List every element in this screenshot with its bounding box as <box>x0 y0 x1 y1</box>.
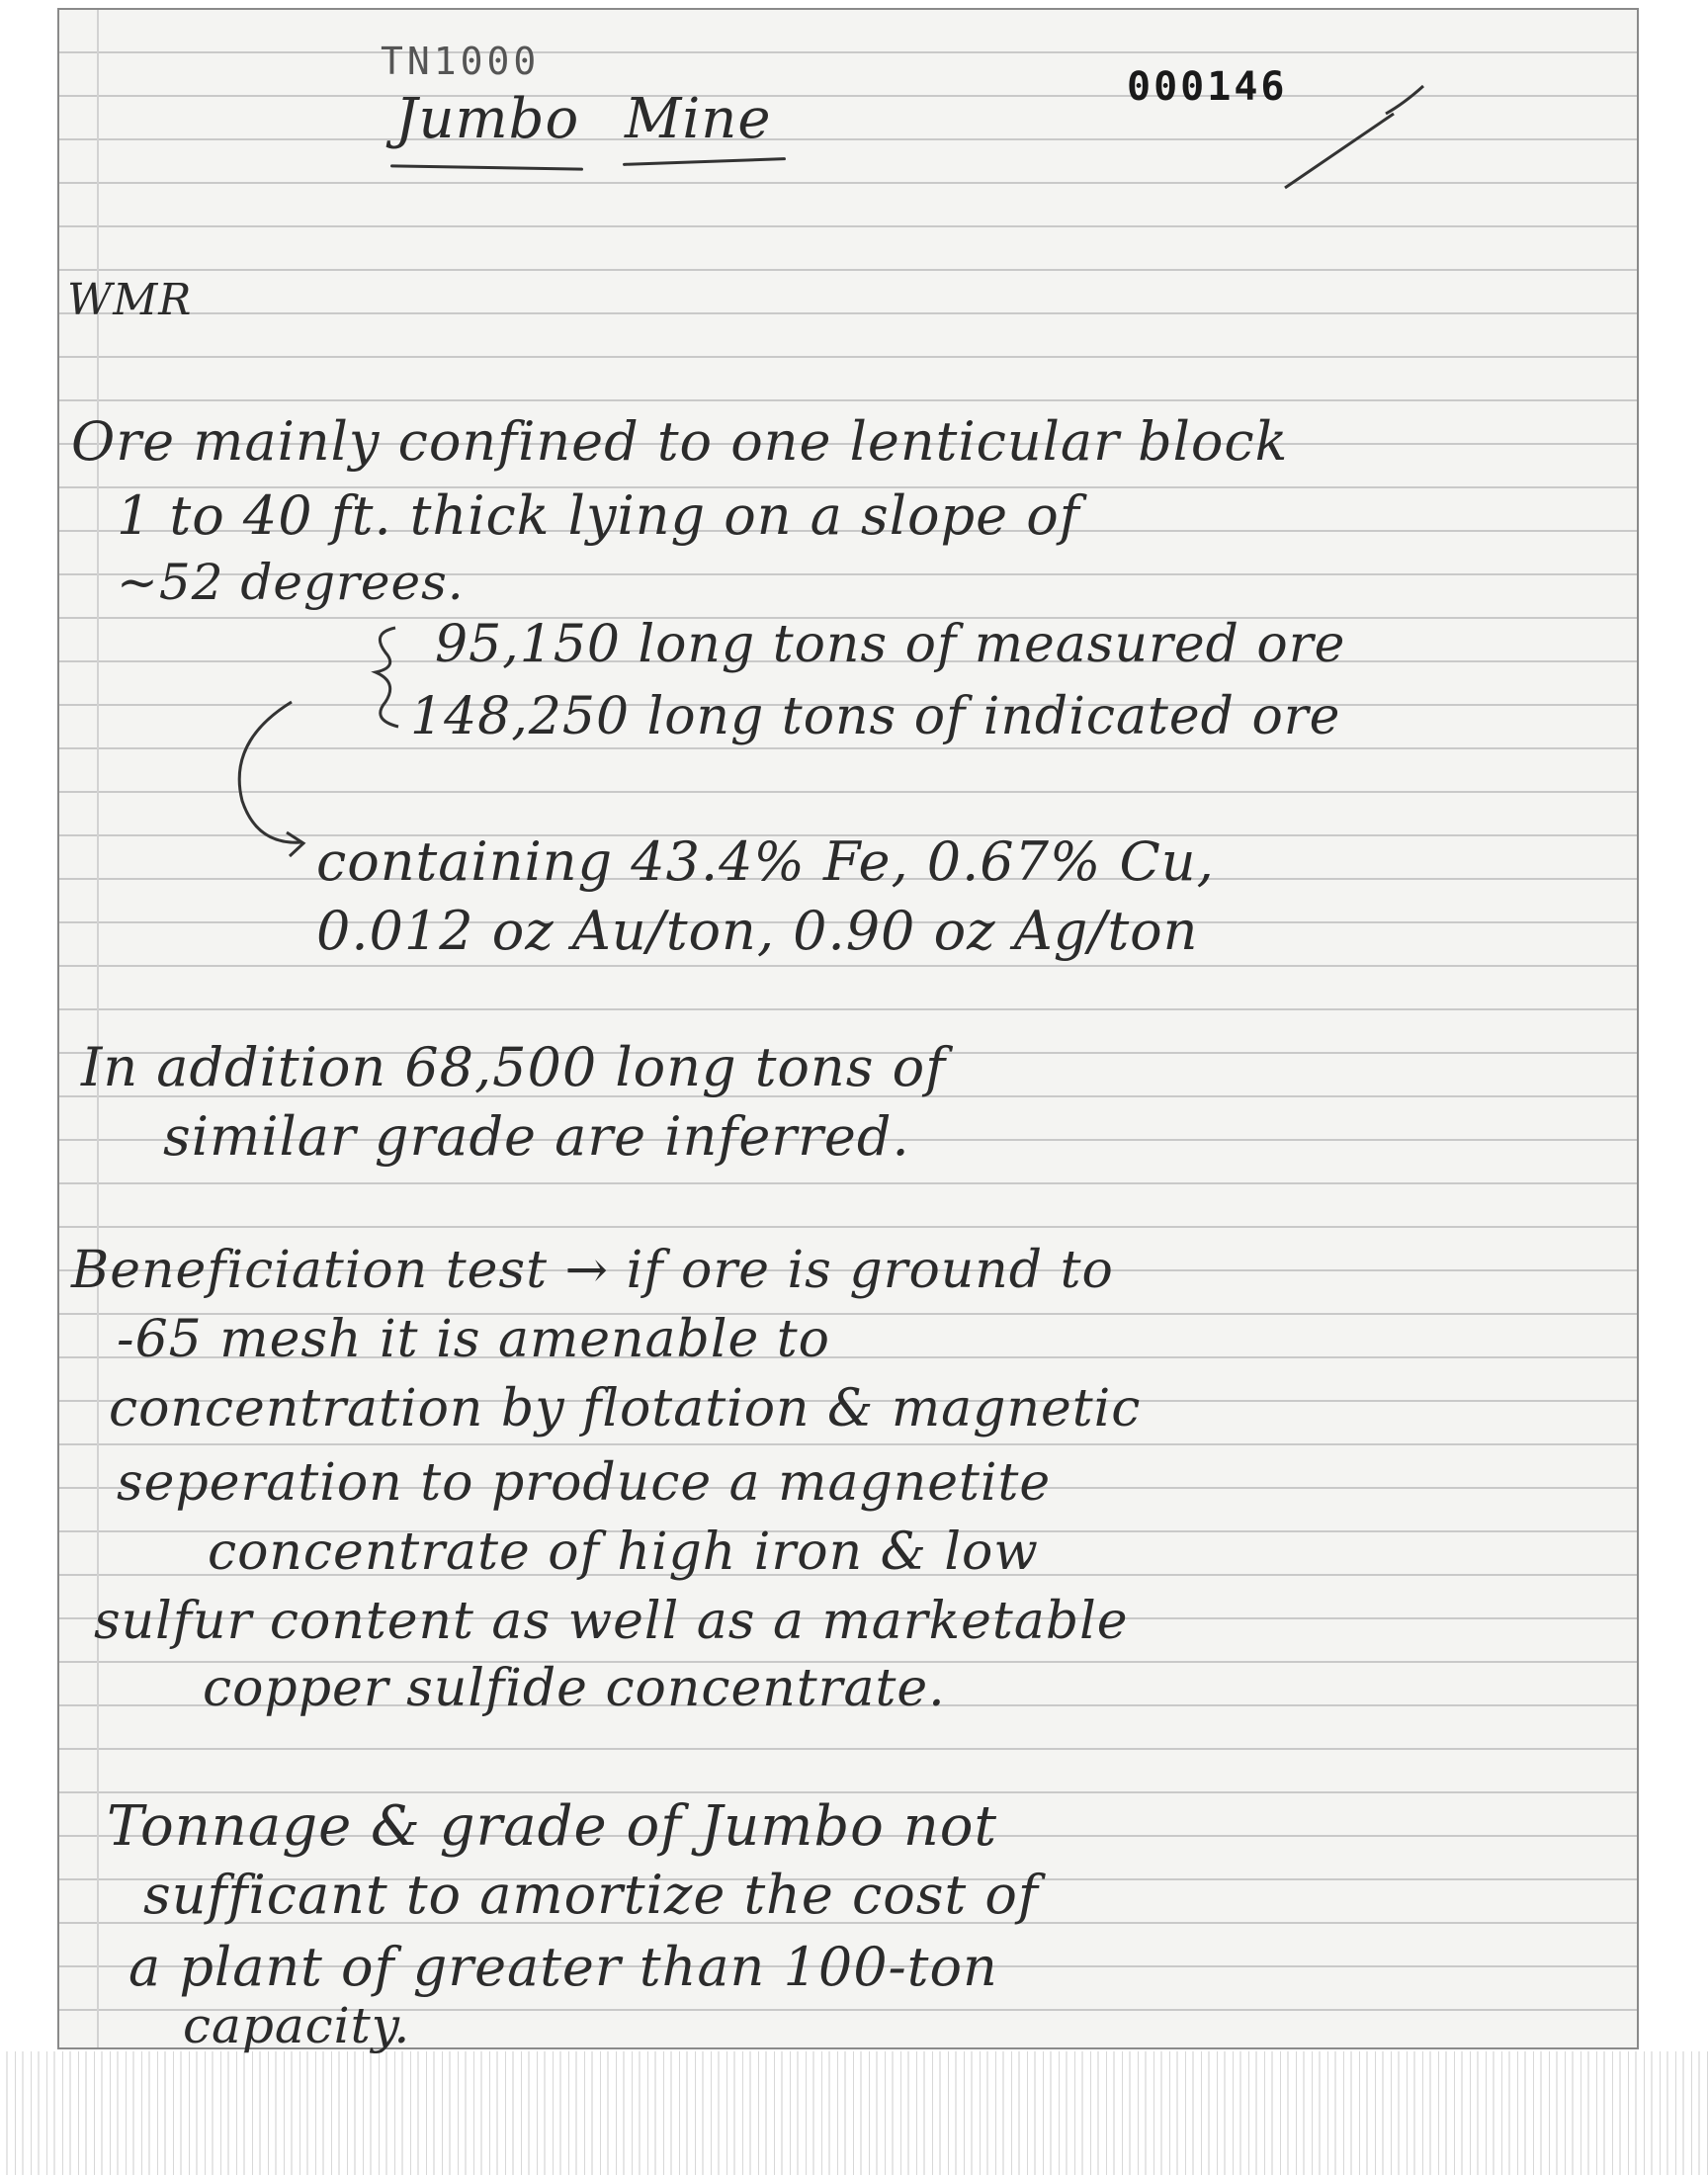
paragraph3-line6: sulfur content as well as a marketable <box>94 1592 1129 1651</box>
paragraph1-line2: 1 to 40 ft. thick lying on a slope of <box>117 484 1080 547</box>
stamp-top-left: TN1000 <box>381 40 541 83</box>
paragraph3-line7: copper sulfide concentrate. <box>203 1659 946 1718</box>
check-mark-icon <box>1275 74 1443 203</box>
paragraph2-line1: In addition 68,500 long tons of <box>81 1036 947 1098</box>
tonnage-measured: 95,150 long tons of measured ore <box>435 615 1346 674</box>
paragraph1-line1: Ore mainly confined to one lenticular block <box>71 410 1289 473</box>
paragraph4-line4: capacity. <box>183 1997 411 2054</box>
page-number-stamp: 000146 <box>1127 64 1288 110</box>
paragraph4-line3: a plant of greater than 100-ton <box>128 1936 998 1998</box>
title-word-jumbo: Jumbo <box>395 87 580 151</box>
paragraph3-line1: Beneficiation test → if ore is ground to <box>71 1241 1114 1300</box>
assay-line2: 0.012 oz Au/ton, 0.90 oz Ag/ton <box>316 900 1199 962</box>
author-initials: WMR <box>67 275 193 325</box>
paragraph3-line3: concentration by flotation & magnetic <box>109 1379 1142 1438</box>
assay-line1: containing 43.4% Fe, 0.67% Cu, <box>316 830 1215 893</box>
paragraph1-line3: ~52 degrees. <box>117 554 465 611</box>
notebook-page <box>57 8 1639 2049</box>
paragraph2-line2: similar grade are inferred. <box>163 1105 910 1168</box>
paragraph3-line4: seperation to produce a magnetite <box>117 1453 1052 1513</box>
paragraph3-line5: concentrate of high iron & low <box>208 1522 1039 1582</box>
paragraph3-line2: -65 mesh it is amenable to <box>117 1310 830 1369</box>
tonnage-indicated: 148,250 long tons of indicated ore <box>410 687 1341 746</box>
paragraph4-line2: sufficant to amortize the cost of <box>143 1864 1039 1926</box>
title-word-mine: Mine <box>625 87 772 151</box>
paragraph4-line1: Tonnage & grade of Jumbo not <box>107 1794 997 1859</box>
scan-artifact-strip <box>0 2051 1708 2175</box>
